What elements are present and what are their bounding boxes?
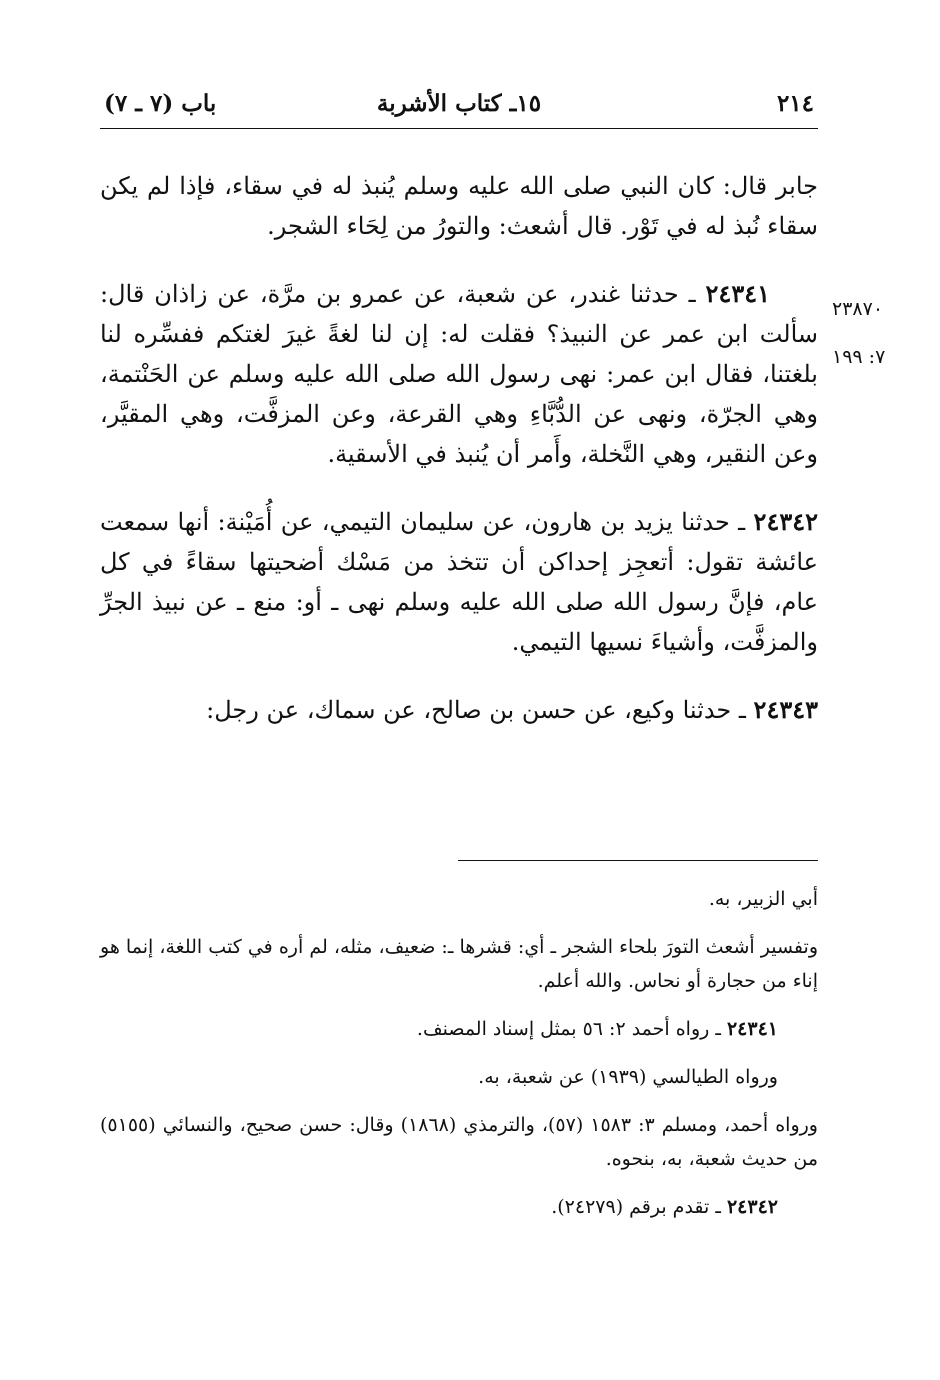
hadith-text: ـ حدثنا وكيع، عن حسن بن صالح، عن سماك، عن رجل: [206, 696, 754, 724]
footnote-4: ورواه الطيالسي (١٩٣٩) عن شعبة، به. [478, 1066, 778, 1088]
book-title: ١٥ـ كتاب الأشربة [376, 90, 542, 117]
hadith-text: ـ حدثنا غندر، عن شعبة، عن عمرو بن مرَّة، عن زاذان قال: سألت ابن عمر عن النبيذ؟ فقلت له: إن لنا لغةً غيرَ لغتكم ففسِّره لنا بلغتنا، فقال ابن عمر: نهى رسول الله صلى الله عليه وسلم عن الحَنْتمة، وهي الجرّة، ونهى عن الدُّبَّاءِ وهي القرعة، وعن المزفَّت، وهي المقيَّر، وعن النقير، وهي النَّخلة، وأَمر أن يُنبذ في الأسقية. [100, 280, 818, 468]
footnote-number: ٢٤٣٤٢ [726, 1196, 778, 1218]
hadith-text: ـ حدثنا يزيد بن هارون، عن سليمان التيمي، عن أُمَيْنة: أنها سمعت عائشة تقول: أتعجِز إحداكن أن تتخذ من مَسْك أضحيتها سقاءً في كل عام، فإنَّ رسول الله صلى الله عليه وسلم نهى ـ أو: منع ـ عن نبيذ الجرِّ والمزفَّت، وأشياءَ نسيها التيمي. [100, 508, 818, 656]
main-text [100, 166, 818, 730]
margin-ref-2: ٧: ١٩٩ [832, 346, 886, 368]
page-header [100, 84, 818, 128]
hadith-number: ٢٤٣٤١ [705, 279, 770, 308]
footnote-5: ورواه أحمد، ومسلم ٣: ١٥٨٣ (٥٧)، والترمذي (١٨٦٨) وقال: حسن صحيح، والنسائي (٥١٥٥) من حديث شعبة، به، بنحوه. [100, 1114, 818, 1170]
margin-ref-1: ٢٣٨٧٠ [832, 298, 884, 320]
hadith-24342 [100, 502, 818, 662]
footnote-rule [458, 860, 818, 861]
footnotes [100, 882, 818, 1238]
hadith-24341 [100, 274, 818, 474]
footnote-text: ـ رواه أحمد ٢: ٥٦ بمثل إسناد المصنف. [416, 1018, 727, 1040]
hadith-24343 [100, 690, 818, 730]
footnote-3 [100, 1012, 818, 1046]
footnote-text: ـ تقدم برقم (٢٤٢٧٩). [551, 1196, 727, 1218]
hadith-number: ٢٤٣٤٢ [753, 507, 818, 536]
footnote-2: وتفسير أشعث التورَ بلحاء الشجر ـ أي: قشرها ـ: ضعيف، مثله، لم أره في كتب اللغة، إنما هو إناء من حجارة أو نحاس. والله أعلم. [100, 936, 818, 992]
page-number: ٢١٤ [776, 90, 814, 117]
footnote-6 [100, 1190, 818, 1224]
header-rule [100, 128, 818, 129]
hadith-number: ٢٤٣٤٣ [753, 695, 818, 724]
paragraph-continuation: جابر قال: كان النبي صلى الله عليه وسلم يُنبذ له في سقاء، فإذا لم يكن سقاء نُبذ له في تَوْر. قال أشعث: والتورُ من لِحَاء الشجر. [100, 172, 818, 240]
chapter-label: باب (٧ ـ ٧) [104, 90, 217, 117]
footnote-1: أبي الزبير، به. [708, 888, 818, 910]
footnote-number: ٢٤٣٤١ [726, 1018, 778, 1040]
